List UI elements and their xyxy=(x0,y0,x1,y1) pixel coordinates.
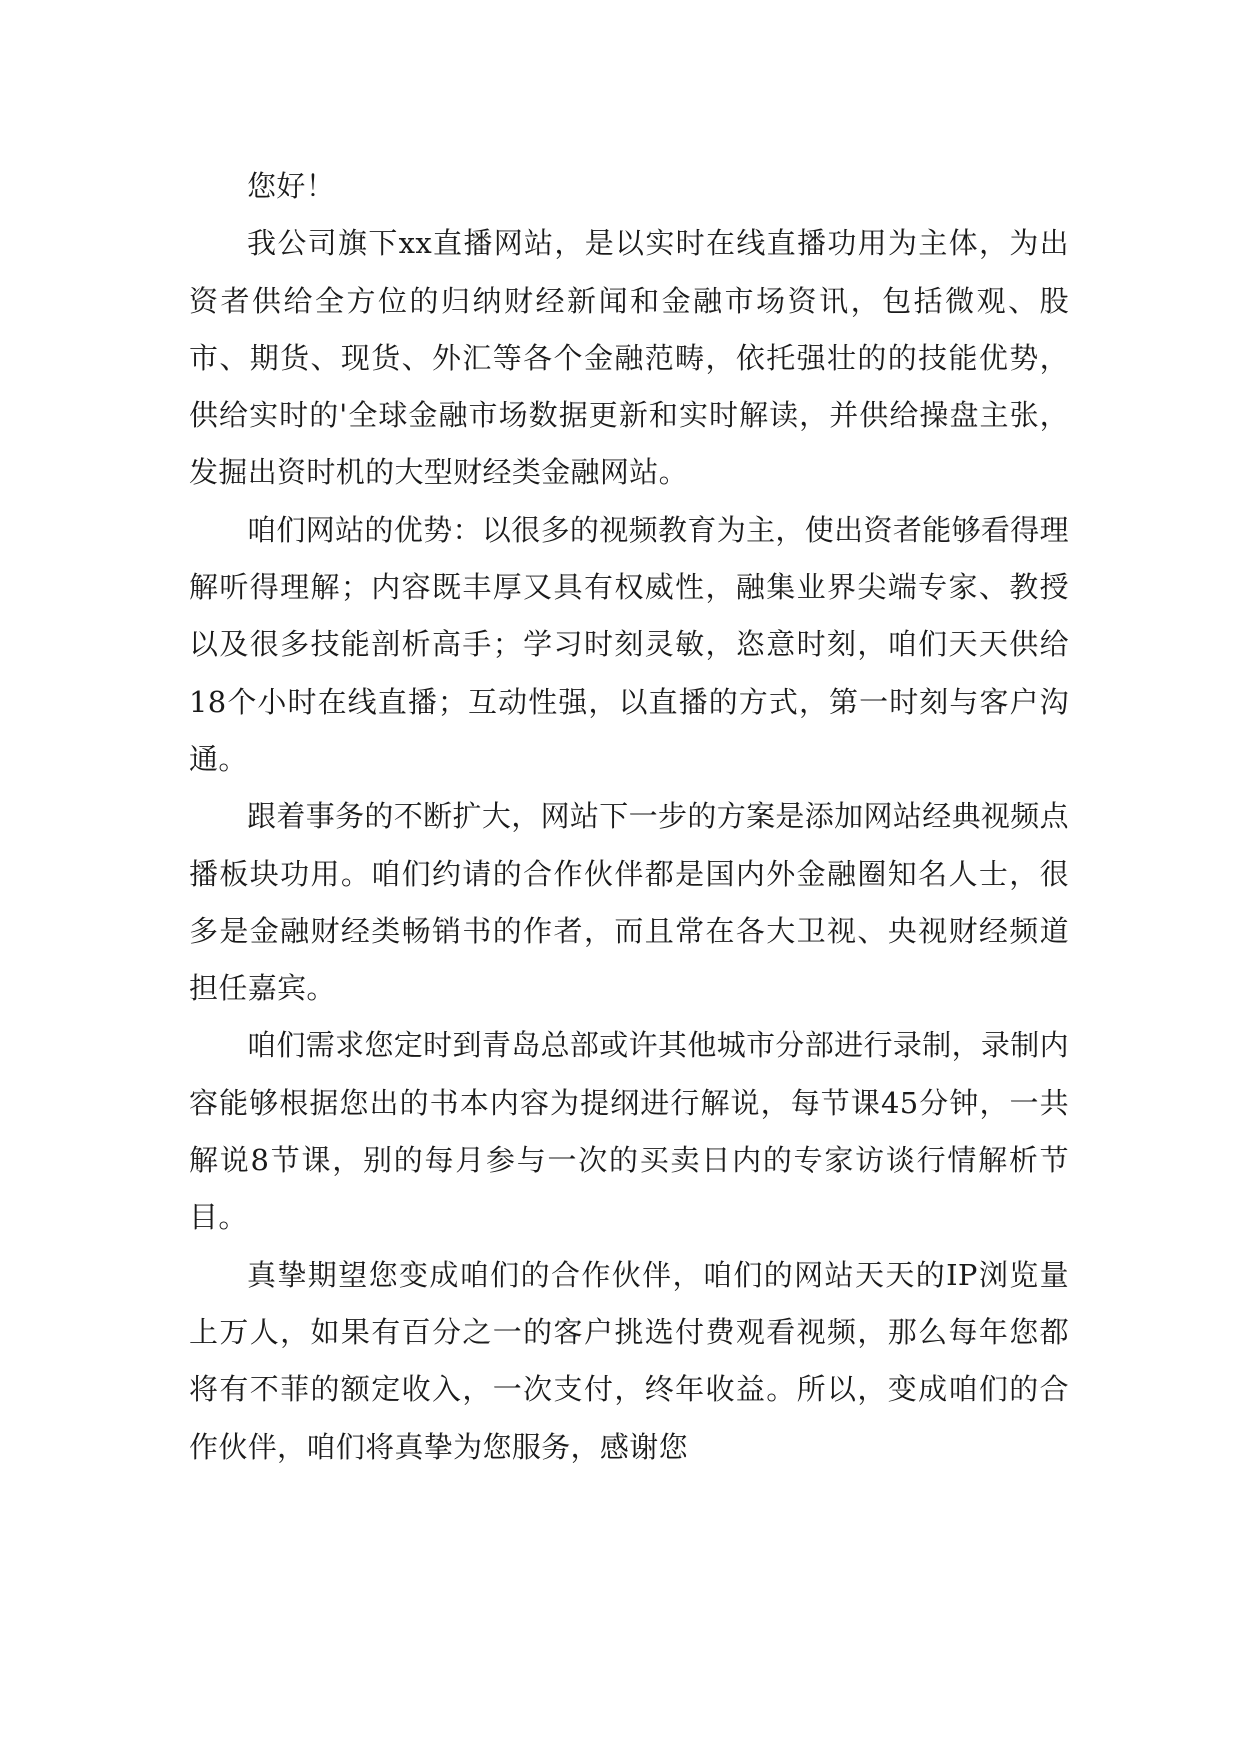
greeting-paragraph: 您好！ xyxy=(247,169,336,203)
business-expansion-paragraph: 跟着事务的不断扩大，网站下一步的方案是添加网站经典视频点播板块功用。咱们约请的合作伙伴都是国内外金融圈知名人士，很多是金融财经类畅销书的作者，而且常在各大卫视、央视财经频道担任嘉宾。 xyxy=(189,799,1069,1006)
company-intro-paragraph: 我公司旗下xx直播网站，是以实时在线直播功用为主体，为出资者供给全方位的归纳财经新闻和金融市场资讯，包括微观、股市、期货、现货、外汇等各个金融范畴，依托强壮的的技能优势，供给实时的'全球金融市场数据更新和实时解读，并供给操盘主张，发掘出资时机的大型财经类金融网站。 xyxy=(189,226,1069,490)
partnership-invitation-paragraph: 真挚期望您变成咱们的合作伙伴，咱们的网站天天的IP浏览量上万人，如果有百分之一的客户挑选付费观看视频，那么每年您都将有不菲的额定收入，一次支付，终年收益。所以，变成咱们的合作伙伴，咱们将真挚为您服务，感谢您 xyxy=(189,1257,1069,1464)
website-advantages-paragraph: 咱们网站的优势：以很多的视频教育为主，使出资者能够看得理解听得理解；内容既丰厚又具有权威性，融集业界尖端专家、教授以及很多技能剖析高手；学习时刻灵敏，恣意时刻，咱们天天供给18个小时在线直播；互动性强，以直播的方式，第一时刻与客户沟通。 xyxy=(189,512,1069,776)
letter-body xyxy=(189,158,1069,1476)
recording-request-paragraph: 咱们需求您定时到青岛总部或许其他城市分部进行录制，录制内容能够根据您出的书本内容为提纲进行解说，每节课45分钟，一共解说8节课，别的每月参与一次的买卖日内的专家访谈行情解析节目。 xyxy=(189,1028,1069,1235)
